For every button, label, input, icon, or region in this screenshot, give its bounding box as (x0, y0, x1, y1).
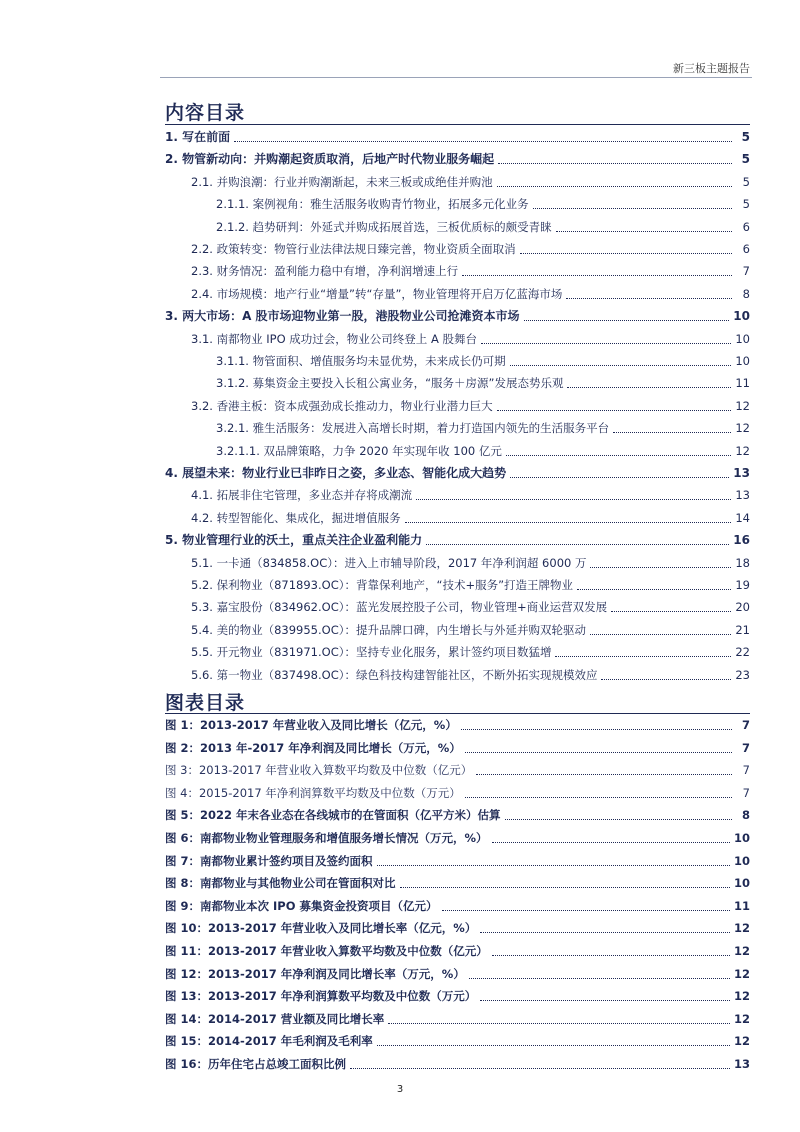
dot-leader (442, 910, 730, 911)
entry-label: 3.2. 香港主板：资本成强劲成长推动力，物业行业潜力巨大 (191, 398, 493, 413)
page-header (0, 0, 800, 80)
entry-label: 3.1.2. 募集资金主要投入长租公寓业务，“服务＋房源”发展态势乐观 (216, 376, 564, 391)
entry-label: 4.1. 拓展非住宅管理，多业态并存将成潮流 (191, 488, 413, 503)
entry-page-number: 21 (735, 622, 750, 637)
figure-entry[interactable] (165, 786, 750, 801)
toc-entry[interactable] (165, 488, 750, 503)
toc-title: 内容目录 (165, 102, 246, 124)
dot-leader (377, 1045, 730, 1046)
entry-page-number: 12 (735, 443, 750, 458)
toc-entry[interactable] (165, 600, 750, 615)
dot-leader (377, 865, 730, 866)
entry-page-number: 23 (735, 667, 750, 682)
dot-leader (400, 887, 730, 888)
dot-leader (567, 387, 731, 388)
entry-page-number: 7 (742, 785, 750, 800)
dot-leader (533, 208, 732, 209)
dot-leader (590, 567, 731, 568)
entry-page-number: 12 (733, 1034, 750, 1049)
toc-entry[interactable] (165, 533, 750, 548)
dot-leader (524, 320, 730, 321)
entry-page-number: 19 (735, 578, 750, 592)
figure-entry[interactable] (165, 876, 750, 891)
entry-label: 4. 展望未来：物业行业已非昨日之姿，多业态、智能化成大趋势 (165, 466, 507, 480)
entry-label: 2.4. 市场规模：地产行业“增量”转“存量”，物业管理将开启万亿蓝海市场 (191, 286, 563, 301)
figure-entry[interactable] (165, 944, 750, 959)
entry-label: 图 3：2013-2017 年营业收入算数平均数及中位数（亿元） (165, 763, 473, 778)
figure-entry[interactable] (165, 808, 750, 823)
entry-label: 5.5. 开元物业（831971.OC）：坚持专业化服务，累计签约项目数猛增 (191, 645, 552, 660)
entry-label: 2.1.2. 趋势研判：外延式并购成拓展首选，三板优质标的颇受青睐 (216, 219, 552, 234)
dot-leader (480, 932, 730, 933)
figure-entry[interactable] (165, 899, 750, 914)
entry-label: 5.6. 第一物业（837498.OC）：绿色科技构建智能社区，不断外拓实现规模效应 (191, 667, 598, 682)
toc-entry[interactable] (165, 242, 750, 257)
dot-leader (556, 231, 732, 232)
toc-entry[interactable] (165, 466, 750, 481)
dot-leader (497, 186, 732, 187)
figure-entry[interactable] (165, 854, 750, 869)
dot-leader (601, 679, 731, 680)
entry-page-number: 5 (741, 152, 750, 167)
entry-label: 图 16：历年住宅占总竣工面积比例 (165, 1057, 347, 1071)
entry-label: 图 8：南都物业与其他物业公司在管面积对比 (165, 876, 396, 891)
toc-entry[interactable] (165, 152, 750, 167)
toc-entry[interactable] (165, 287, 750, 302)
toc-title-rule (165, 124, 750, 125)
entry-label: 3.2.1. 雅生活服务：发展进入高增长时期，着力打造国内领先的生活服务平台 (216, 421, 610, 436)
entry-label: 2.1. 并购浪潮：行业并购潮渐起，未来三板或成绝佳并购池 (191, 174, 493, 189)
entry-page-number: 16 (733, 533, 750, 548)
entry-page-number: 12 (733, 966, 750, 981)
entry-label: 3.2.1.1. 双品牌策略，力争 2020 年实现年收 100 亿元 (216, 443, 502, 458)
dot-leader (426, 544, 729, 545)
entry-page-number: 7 (742, 763, 750, 778)
entry-page-number: 10 (735, 331, 750, 346)
figure-entry[interactable] (165, 718, 750, 733)
entry-page-number: 7 (741, 740, 750, 755)
figure-entry[interactable] (165, 967, 750, 982)
dot-leader (234, 141, 732, 142)
entry-page-number: 7 (742, 264, 750, 279)
entry-page-number: 10 (733, 831, 750, 845)
header-rule (160, 77, 752, 78)
dot-leader (566, 298, 732, 299)
entry-label: 图 12：2013-2017 年净利润及同比增长率（万元，%） (165, 966, 465, 981)
dot-leader (405, 522, 732, 523)
entry-label: 3. 两大市场：A 股市场迎物业第一股，港股物业公司抢滩资本市场 (165, 309, 520, 324)
entry-page-number: 11 (735, 376, 750, 391)
entry-page-number: 6 (742, 242, 750, 256)
entry-label: 3.1. 南都物业 IPO 成功过会，物业公司终登上 A 股舞台 (191, 331, 477, 346)
figure-entry[interactable] (165, 1034, 750, 1049)
page-number: 3 (396, 1084, 404, 1095)
entry-page-number: 20 (735, 600, 750, 615)
entry-label: 2.1.1. 案例视角：雅生活服务收购青竹物业，拓展多元化业务 (216, 197, 529, 212)
toc-entry[interactable] (165, 668, 750, 683)
entry-page-number: 13 (733, 1057, 750, 1071)
toc-entry[interactable] (165, 175, 750, 190)
entry-label: 5.1. 一卡通（834858.OC）：进入上市辅导阶段，2017 年净利润超 6000 万 (191, 555, 587, 570)
dot-leader (555, 656, 731, 657)
entry-page-number: 10 (735, 354, 750, 368)
dot-leader (510, 365, 732, 366)
dot-leader (492, 955, 730, 956)
entry-label: 5.4. 美的物业（839955.OC）：提升品牌口碑，内生增长与外延并购双轮驱动 (191, 622, 586, 637)
toc-entry[interactable] (165, 220, 750, 235)
entry-label: 2.2. 政策转变：物管行业法律法规日臻完善，物业资质全面取消 (191, 242, 516, 256)
toc-entry[interactable] (165, 623, 750, 638)
entry-page-number: 5 (742, 174, 750, 189)
entry-page-number: 12 (733, 1011, 750, 1026)
entry-page-number: 13 (735, 488, 750, 503)
entry-label: 图 15：2014-2017 年毛利润及毛利率 (165, 1034, 373, 1049)
dot-leader (498, 163, 732, 164)
entry-page-number: 5 (742, 197, 750, 212)
toc-entry[interactable] (165, 511, 750, 526)
toc-entry[interactable] (165, 309, 750, 324)
entry-label: 图 10：2013-2017 年营业收入及同比增长率（亿元，%） (165, 921, 477, 936)
dot-leader (465, 752, 732, 753)
toc-entry[interactable] (165, 444, 750, 459)
entry-page-number: 6 (742, 219, 750, 234)
entry-label: 图 14：2014-2017 营业额及同比增长率 (165, 1011, 385, 1026)
figure-entry[interactable] (165, 1012, 750, 1027)
toc-entry[interactable] (165, 197, 750, 212)
toc-entry[interactable] (165, 399, 750, 414)
toc-entry[interactable] (165, 354, 750, 369)
entry-page-number: 7 (741, 718, 750, 732)
entry-label: 图 9：南都物业本次 IPO 募集资金投资项目（亿元） (165, 898, 438, 913)
entry-page-number: 12 (733, 944, 750, 958)
dot-leader (497, 410, 732, 411)
toc-entry[interactable] (165, 376, 750, 391)
figure-entry[interactable] (165, 741, 750, 756)
toc-entry[interactable] (165, 421, 750, 436)
entry-page-number: 18 (735, 555, 750, 570)
dot-leader (492, 842, 730, 843)
entry-label: 图 2：2013 年-2017 年净利润及同比增长（万元，%） (165, 740, 461, 755)
dot-leader (350, 1068, 730, 1069)
entry-page-number: 8 (742, 286, 750, 301)
entry-page-number: 5 (741, 130, 750, 144)
dot-leader (506, 455, 731, 456)
entry-label: 图 1：2013-2017 年营业收入及同比增长（亿元，%） (165, 718, 457, 732)
entry-page-number: 12 (735, 398, 750, 413)
entry-label: 图 13：2013-2017 年净利润算数平均数及中位数（万元） (165, 989, 477, 1004)
entry-label: 2. 物管新动向：并购潮起资质取消，后地产时代物业服务崛起 (165, 152, 495, 167)
dot-leader (481, 343, 731, 344)
dot-leader (520, 253, 732, 254)
entry-label: 4.2. 转型智能化、集成化，掘进增值服务 (191, 510, 401, 525)
entry-page-number: 10 (733, 853, 750, 868)
dot-leader (613, 432, 731, 433)
toc-entry[interactable] (165, 556, 750, 571)
toc-entry[interactable] (165, 130, 750, 145)
entry-label: 图 7：南都物业累计签约项目及签约面积 (165, 853, 373, 868)
figure-entry[interactable] (165, 989, 750, 1004)
dot-leader (461, 729, 732, 730)
dot-leader (590, 634, 731, 635)
dot-leader (469, 978, 730, 979)
entry-page-number: 13 (733, 466, 750, 480)
figure-entry[interactable] (165, 1057, 750, 1072)
dot-leader (480, 1000, 730, 1001)
dot-leader (388, 1023, 730, 1024)
figure-entry[interactable] (165, 763, 750, 778)
figures-title-rule (165, 713, 750, 714)
dot-leader (611, 611, 731, 612)
figures-title: 图表目录 (165, 692, 246, 714)
toc-entry[interactable] (165, 332, 750, 347)
entry-page-number: 12 (733, 989, 750, 1004)
toc-entry[interactable] (165, 645, 750, 660)
entry-label: 1. 写在前面 (165, 130, 231, 144)
entry-page-number: 11 (733, 898, 750, 913)
entry-page-number: 10 (733, 876, 750, 891)
dot-leader (510, 477, 729, 478)
entry-page-number: 8 (741, 808, 750, 823)
toc-entry[interactable] (165, 264, 750, 279)
entry-page-number: 12 (733, 921, 750, 936)
entry-label: 图 5：2022 年末各业态在各线城市的在管面积（亿平方米）估算 (165, 808, 501, 823)
entry-label: 5.2. 保利物业（871893.OC）：背靠保利地产，“技术+服务”打造王牌物业 (191, 578, 574, 592)
dot-leader (577, 589, 731, 590)
entry-page-number: 14 (735, 510, 750, 525)
dot-leader (476, 774, 732, 775)
entry-label: 5.3. 嘉宝股份（834962.OC）：蓝光发展控股子公司，物业管理+商业运营双发展 (191, 600, 608, 615)
figure-entry[interactable] (165, 921, 750, 936)
entry-label: 2.3. 财务情况：盈利能力稳中有增，净利润增速上行 (191, 264, 459, 279)
figure-entry[interactable] (165, 831, 750, 846)
dot-leader (416, 499, 731, 500)
entry-label: 图 6：南都物业物业管理服务和增值服务增长情况（万元，%） (165, 831, 488, 845)
entry-label: 图 11：2013-2017 年营业收入算数平均数及中位数（亿元） (165, 944, 488, 958)
entry-label: 3.1.1. 物管面积、增值服务均未显优势，未来成长仍可期 (216, 354, 506, 368)
entry-page-number: 10 (733, 309, 750, 324)
header-title: 新三板主题报告 (673, 62, 750, 75)
toc-entry[interactable] (165, 578, 750, 593)
dot-leader (505, 819, 732, 820)
entry-page-number: 22 (735, 645, 750, 660)
entry-page-number: 12 (735, 421, 750, 436)
entry-label: 图 4：2015-2017 年净利润算数平均数及中位数（万元） (165, 785, 461, 800)
dot-leader (465, 797, 732, 798)
entry-label: 5. 物业管理行业的沃土，重点关注企业盈利能力 (165, 533, 423, 548)
dot-leader (462, 275, 732, 276)
